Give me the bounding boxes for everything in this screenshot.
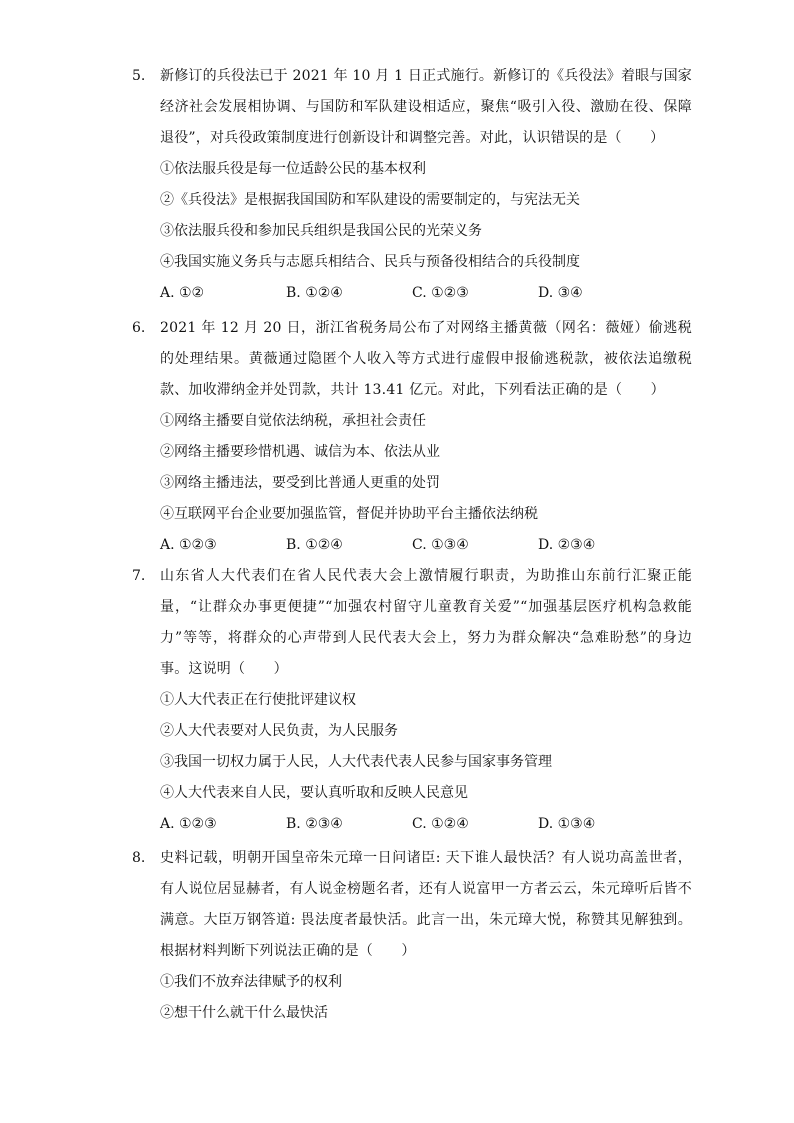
question-number: 5. — [132, 68, 146, 84]
statement-2: ②想干什么就干什么最快活 — [160, 1005, 328, 1021]
statement-4: ④互联网平台企业要加强监管，督促并协助平台主播依法纳税 — [160, 506, 538, 522]
answer-options — [160, 530, 692, 561]
question-stem: 新修订的兵役法已于 2021 年 10 月 1 日正式施行。新修订的《兵役法》着眼与国家经济社会发展相协调、与国防和军队建设相适应，聚焦“吸引入役、激励在役、保障退役”，对兵役政策制度进行创新设计和调整完善。对此，认识错误的是（ ） — [160, 68, 692, 146]
option-a[interactable]: A. ①② — [160, 285, 205, 301]
option-d[interactable]: D. ③④ — [538, 285, 583, 301]
statement-2: ②人大代表要对人民负责，为人民服务 — [160, 723, 398, 739]
question-stem: 2021 年 12 月 20 日，浙江省税务局公布了对网络主播黄薇（网名：薇娅）偷逃税的处理结果。黄薇通过隐匿个人收入等方式进行虚假申报偷逃税款，被依法追缴税款、加收滞纳金并处罚款，共计 13.41 亿元。对此，下列看法正确的是（ ） — [160, 320, 692, 398]
question-stem: 史料记载，明朝开国皇帝朱元璋一日问诸臣: 天下谁人最快活？有人说功高盖世者，有人说位居显赫者，有人说金榜题名者，还有人说富甲一方者云云，朱元璋听后皆不满意。大臣万钢答道: 畏法度者最快活。此言一出，朱元璋大悦，称赞其见解独到。根据材料判断下列说法正确的是（ ） — [160, 850, 692, 959]
statement-1: ①人大代表正在行使批评建议权 — [160, 692, 356, 708]
option-c[interactable]: C. ①②④ — [412, 816, 469, 832]
option-a[interactable]: A. ①②③ — [160, 537, 217, 553]
option-b[interactable]: B. ②③④ — [286, 816, 343, 832]
question-7 — [132, 561, 692, 840]
question-stem: 山东省人大代表们在省人民代表大会上激情履行职责，为助推山东前行汇聚正能量，“让群众办事更便捷”“加强农村留守儿童教育关爱”“加强基层医疗机构急救能力”等等，将群众的心声带到人民代表大会上，努力为群众解决“急难盼愁”的身边事。这说明（ ） — [160, 568, 692, 677]
question-number: 8. — [132, 850, 146, 866]
statement-4: ④人大代表来自人民，要认真听取和反映人民意见 — [160, 785, 468, 801]
option-b[interactable]: B. ①②④ — [286, 537, 343, 553]
question-8 — [132, 843, 692, 1029]
statement-1: ①我们不放弃法律赋予的权利 — [160, 974, 342, 990]
statement-4: ④我国实施义务兵与志愿兵相结合、民兵与预备役相结合的兵役制度 — [160, 254, 580, 270]
statement-3: ③我国一切权力属于人民，人大代表代表人民参与国家事务管理 — [160, 754, 552, 770]
answer-options — [160, 278, 692, 309]
question-5 — [132, 61, 692, 309]
statement-1: ①网络主播要自觉依法纳税，承担社会责任 — [160, 413, 426, 429]
question-number: 7. — [132, 568, 146, 584]
option-d[interactable]: D. ②③④ — [538, 537, 596, 553]
statement-3: ③网络主播违法，要受到比普通人更重的处罚 — [160, 475, 440, 491]
answer-options — [160, 809, 692, 840]
statement-3: ③依法服兵役和参加民兵组织是我国公民的光荣义务 — [160, 223, 482, 239]
option-a[interactable]: A. ①②③ — [160, 816, 217, 832]
question-6 — [132, 313, 692, 561]
statement-2: ②《兵役法》是根据我国国防和军队建设的需要制定的，与宪法无关 — [160, 192, 580, 208]
question-number: 6. — [132, 320, 146, 336]
option-c[interactable]: C. ①②③ — [412, 285, 469, 301]
statement-2: ②网络主播要珍惜机遇、诚信为本、依法从业 — [160, 444, 440, 460]
statement-1: ①依法服兵役是每一位适龄公民的基本权利 — [160, 161, 426, 177]
option-c[interactable]: C. ①③④ — [412, 537, 469, 553]
option-d[interactable]: D. ①③④ — [538, 816, 596, 832]
option-b[interactable]: B. ①②④ — [286, 285, 343, 301]
